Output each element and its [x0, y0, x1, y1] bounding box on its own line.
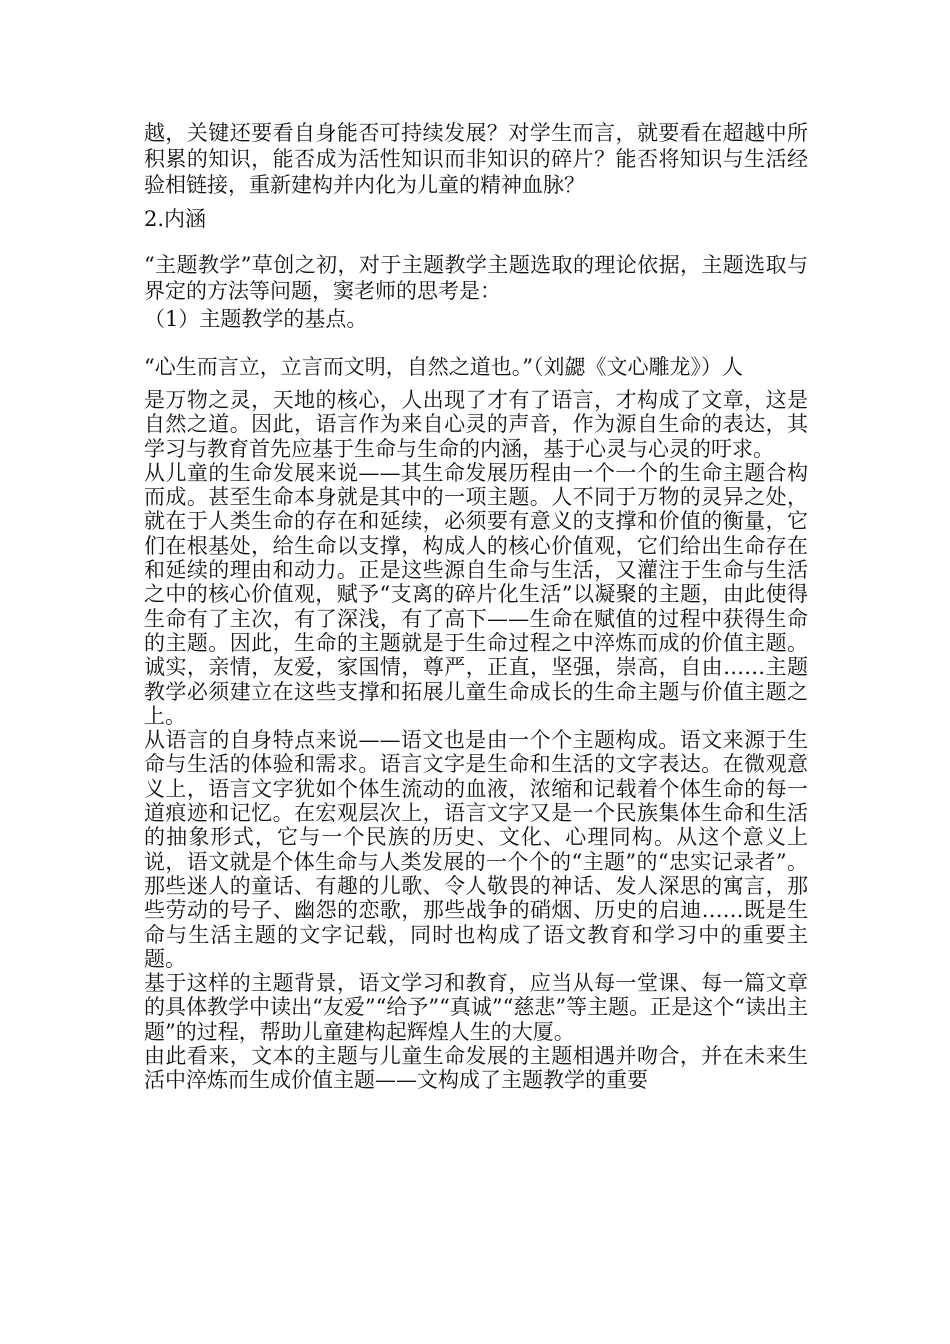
subheading-basis: （1）主题教学的基点。 — [144, 307, 368, 331]
paragraph-origin: “主题教学”草创之初，对于主题教学主题选取的理论依据，主题选取与界定的方法等问题，窦老师的思考是： — [144, 253, 808, 303]
paragraph-theme-background: 基于这样的主题背景，语文学习和教育，应当从每一堂课、每一篇文章的具体教学中读出“友爱”“给予”“真诚”“慈悲”等主题。正是这个“读出主题”的过程，帮助儿童建构起辉煌人生的大厦。 — [144, 971, 808, 1044]
paragraph-language: 从语言的自身特点来说——语文也是由一个个主题构成。语文来源于生命与生活的体验和需求。语言文字是生命和生活的文字表达。在微观意义上，语言文字犹如个体生流动的血液，浓缩和记载着个体生命的每一道痕迹和记忆。在宏观层次上，语言文字又是一个民族集体生命和生活的抽象形式，它与一个民族的历史、文化、心理同构。从这个意义上说，语文就是个体生命与人类发展的一个个的“主题”的“忠实记录者”。那些迷人的童话、有趣的儿歌、令人敬畏的神话、发人深思的寓言，那些劳动的号子、幽怨的恋歌，那些战争的硝烟、历史的启迪……既是生命与生活主题的文字记载，同时也构成了语文教育和学习中的重要主题。 — [144, 728, 808, 971]
paragraph-child-life: 从儿童的生命发展来说——其生命发展历程由一个一个的生命主题合构而成。甚至生命本身就是其中的一项主题。人不同于万物的灵异之处，就在于人类生命的存在和延续，必须要有意义的支撑和价值的衡量，它们在根基处，给生命以支撑，构成人的核心价值观，它们给出生命存在和延续的理由和动力。正是这些源自生命与生活，又灌注于生命与生活之中的核心价值观，赋予“支离的碎片化生活”以凝聚的主题，由此使得生命有了主次，有了深浅，有了高下——生命在赋值的过程中获得生命的主题。因此，生命的主题就是于生命过程之中淬炼而成的价值主题。诚实，亲情，友爱，家国情，尊严，正直，坚强，崇高，自由……主题教学必须建立在这些支撑和拓展儿童生命成长的生命主题与价值主题之上。 — [144, 460, 808, 728]
paragraph-quote: “心生而言立，立言而文明，自然之道也。”（刘勰《文心雕龙》）人 — [144, 355, 743, 379]
paragraph-nature: 是万物之灵，天地的核心，人出现了才有了语言，才构成了文章，这是自然之道。因此，语言作为来自心灵的声音，作为源自生命的表达，其学习与教育首先应基于生命与生命的内涵，基于心灵与心灵的吁求。 — [144, 388, 808, 461]
document-body — [144, 120, 808, 1093]
paragraph-intro: 越，关键还要看自身能否可持续发展？对学生而言，就要看在超越中所积累的知识，能否成为活性知识而非知识的碎片？能否将知识与生活经验相链接，重新建构并内化为儿童的精神血脉？ — [144, 121, 808, 197]
section-heading-connotation: 2.内涵 — [144, 207, 207, 231]
paragraph-conclusion: 由此看来，文本的主题与儿童生命发展的主题相遇并吻合，并在未来生活中淬炼而生成价值主题——文构成了主题教学的重要 — [144, 1044, 808, 1093]
